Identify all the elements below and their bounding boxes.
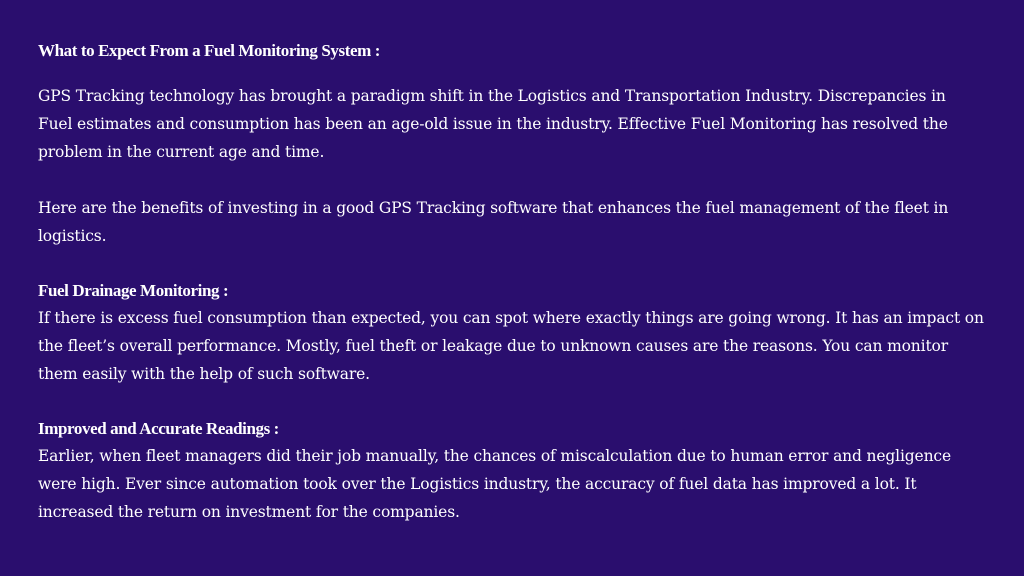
spacer	[38, 388, 984, 416]
section-body-fuel-drainage: If there is excess fuel consumption than expected, you can spot where exactly things are going wrong. It has an impact on the fleet’s overall performance. Mostly, fuel theft or leakage due to unknown causes are the reasons. You can monitor them easily with the help of such software.	[38, 309, 984, 383]
spacer	[38, 250, 984, 278]
spacer	[38, 166, 984, 194]
intro-paragraph-2: Here are the benefits of investing in a good GPS Tracking software that enhances the fuel management of the fleet in logistics.	[38, 199, 949, 245]
section-body-accurate-readings: Earlier, when fleet managers did their job manually, the chances of miscalculation due to human error and negligence were high. Ever since automation took over the Logistics industry, the accuracy of fuel data has improved a lot. It increased the return on investment for the companies.	[38, 447, 951, 521]
section-heading-fuel-drainage: Fuel Drainage Monitoring :	[38, 281, 229, 300]
page-title: What to Expect From a Fuel Monitoring System :	[38, 41, 381, 60]
section-heading-accurate-readings: Improved and Accurate Readings :	[38, 419, 279, 438]
intro-paragraph-1: GPS Tracking technology has brought a paradigm shift in the Logistics and Transportation Industry. Discrepancies in Fuel estimates and consumption has been an age-old issue in the industry. Effective Fuel Monitoring has resolved the problem in the current age and time.	[38, 87, 948, 161]
